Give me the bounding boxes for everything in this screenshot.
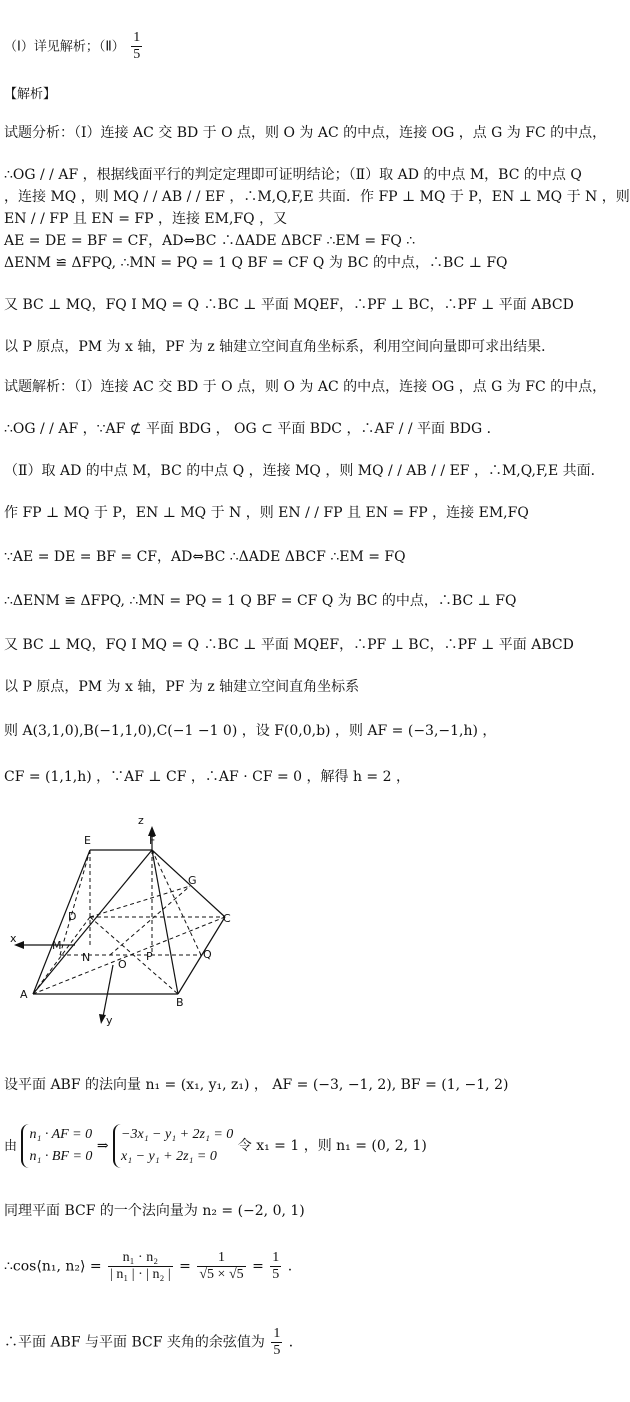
- analysis-line-3: ，连接 MQ ，则 MQ / / AB / / EF ，∴M,Q,F,E 共面．作 FP ⊥ MQ 于 P，EN ⊥ MQ 于 N ，则: [4, 189, 630, 205]
- cosine-f3-num: 1: [272, 1250, 280, 1265]
- label-E: E: [84, 834, 91, 847]
- normal-line-1: 设平面 ABF 的法向量 n₁ = (x₁, y₁, z₁) ， AF = (−3, −1, 2), BF = (1, −1, 2): [4, 1077, 509, 1093]
- cosine-f2-den: √5 × √5: [199, 1267, 244, 1282]
- system-right-eq2: x₁ − y₁ + 2z₁ = 0: [121, 1149, 217, 1164]
- answer-numerator: 1: [133, 30, 141, 45]
- analysis-line-5: AE = DE = BF = CF，AD⇔BC ∴ΔADE ΔBCF ∴EM = FQ ∴: [4, 233, 416, 249]
- final-line: [4, 1326, 303, 1359]
- normal-line-3: 同理平面 BCF 的一个法向量为 n₂ = (−2, 0, 1): [4, 1203, 305, 1219]
- label-C: C: [223, 912, 231, 925]
- analysis-line-6: ΔENM ≌ ΔFPQ, ∴MN = PQ = 1 Q BF = CF Q 为 BC 的中点，∴BC ⊥ FQ: [4, 255, 508, 271]
- solution-line-9: 则 A(3,1,0),B(−1,1,0),C(−1 −1 0) ，设 F(0,0,b) ，则 AF = (−3,−1,h) ，: [4, 723, 497, 739]
- label-F: F: [149, 834, 156, 847]
- analysis-line-7: 又 BC ⊥ MQ，FQ I MQ = Q ∴BC ⊥ 平面 MQEF，∴PF ⊥ BC，∴PF ⊥ 平面 ABCD: [4, 297, 574, 313]
- cosine-line: [4, 1250, 292, 1283]
- final-end: ．: [288, 1334, 303, 1351]
- answer-line: [4, 30, 144, 63]
- cosine-f1-num: n₁ · n₂: [108, 1250, 173, 1267]
- solution-line-7: 又 BC ⊥ MQ，FQ I MQ = Q ∴BC ⊥ 平面 MQEF，∴PF ⊥ BC，∴PF ⊥ 平面 ABCD: [4, 637, 574, 653]
- label-G: G: [188, 874, 197, 887]
- geometry-figure: [0, 812, 260, 1027]
- answer-prefix: （Ⅰ）详见解析；（Ⅱ）: [4, 39, 125, 55]
- system-left-eq1: n₁ · AF = 0: [29, 1127, 93, 1142]
- system-right: [113, 1124, 233, 1168]
- label-A: A: [20, 988, 28, 1001]
- answer-fraction: [131, 30, 142, 63]
- label-x: x: [10, 932, 17, 945]
- label-N: N: [82, 951, 91, 964]
- final-prefix: ∴平面 ABF 与平面 BCF 夹角的余弦值为: [4, 1334, 265, 1351]
- solution-line-1: 试题解析：（Ⅰ）连接 AC 交 BD 于 O 点，则 O 为 AC 的中点，连接 OG ，点 G 为 FC 的中点，: [4, 379, 607, 395]
- final-num: 1: [273, 1326, 281, 1341]
- cosine-fraction-3: [270, 1250, 281, 1283]
- analysis-line-1: 试题分析：（Ⅰ）连接 AC 交 BD 于 O 点，则 O 为 AC 的中点，连接 OG ，点 G 为 FC 的中点，: [4, 125, 607, 141]
- label-z: z: [138, 814, 144, 827]
- system-suffix: 令 x₁ = 1 ，则 n₁ = (0, 2, 1): [237, 1138, 427, 1154]
- solution-line-6: ∴ΔENM ≌ ΔFPQ, ∴MN = PQ = 1 Q BF = CF Q 为 BC 的中点，∴BC ⊥ FQ: [4, 593, 517, 609]
- label-O: O: [118, 958, 127, 971]
- label-M: M: [52, 939, 62, 952]
- cosine-f1-den: | n₁ | · | n₂ |: [110, 1267, 171, 1282]
- solution-line-8: 以 P 原点，PM 为 x 轴，PF 为 z 轴建立空间直角坐标系: [4, 679, 360, 695]
- analysis-line-8: 以 P 原点，PM 为 x 轴，PF 为 z 轴建立空间直角坐标系，利用空间向量即可求出结果．: [4, 339, 556, 355]
- cosine-fraction-2: [197, 1250, 245, 1283]
- cosine-lhs: ∴cos⟨n₁, n₂⟩ =: [4, 1258, 102, 1275]
- label-Q: Q: [203, 948, 212, 961]
- solution-line-3: （Ⅱ）取 AD 的中点 M，BC 的中点 Q ，连接 MQ ，则 MQ / / AB / / EF ，∴M,Q,F,E 共面．: [4, 463, 605, 479]
- solution-line-4: 作 FP ⊥ MQ 于 P，EN ⊥ MQ 于 N ，则 EN / / FP 且 EN = FP ，连接 EM,FQ: [4, 505, 529, 521]
- label-P: P: [146, 950, 153, 963]
- system-prefix: 由: [4, 1139, 18, 1154]
- final-fraction: [271, 1326, 282, 1359]
- label-B: B: [176, 996, 184, 1009]
- system-right-eq1: −3x₁ − y₁ + 2z₁ = 0: [121, 1127, 234, 1142]
- solution-line-2: ∴OG / / AF ，∵AF ⊄ 平面 BDG ， OG ⊂ 平面 BDC ，∴AF / / 平面 BDG ．: [4, 421, 501, 437]
- cosine-eq2: =: [252, 1258, 264, 1275]
- implies-arrow: ⇒: [96, 1138, 109, 1154]
- analysis-line-2: ∴OG / / AF ，根据线面平行的判定定理即可证明结论；（Ⅱ）取 AD 的中点 M，BC 的中点 Q: [4, 167, 582, 183]
- cosine-f2-num: 1: [197, 1250, 245, 1267]
- label-D: D: [68, 910, 77, 923]
- cosine-end: .: [287, 1258, 293, 1275]
- analysis-line-4: EN / / FP 且 EN = FP ，连接 EM,FQ ，又: [4, 211, 288, 227]
- system-left: [21, 1124, 92, 1168]
- cosine-fraction-1: [108, 1250, 173, 1283]
- label-y: y: [106, 1014, 113, 1027]
- cosine-eq1: =: [179, 1258, 191, 1275]
- final-den: 5: [273, 1343, 281, 1358]
- system-left-eq2: n₁ · BF = 0: [29, 1149, 93, 1164]
- section-title: 【解析】: [4, 87, 57, 102]
- answer-denominator: 5: [133, 47, 141, 62]
- cosine-f3-den: 5: [272, 1267, 280, 1282]
- solution-line-10: CF = (1,1,h) ，∵AF ⊥ CF ，∴AF · CF = 0 ，解得 h = 2 ，: [4, 769, 410, 785]
- solution-line-5: ∵AE = DE = BF = CF，AD⇔BC ∴ΔADE ΔBCF ∴EM = FQ: [4, 549, 406, 565]
- system-line: [4, 1124, 427, 1168]
